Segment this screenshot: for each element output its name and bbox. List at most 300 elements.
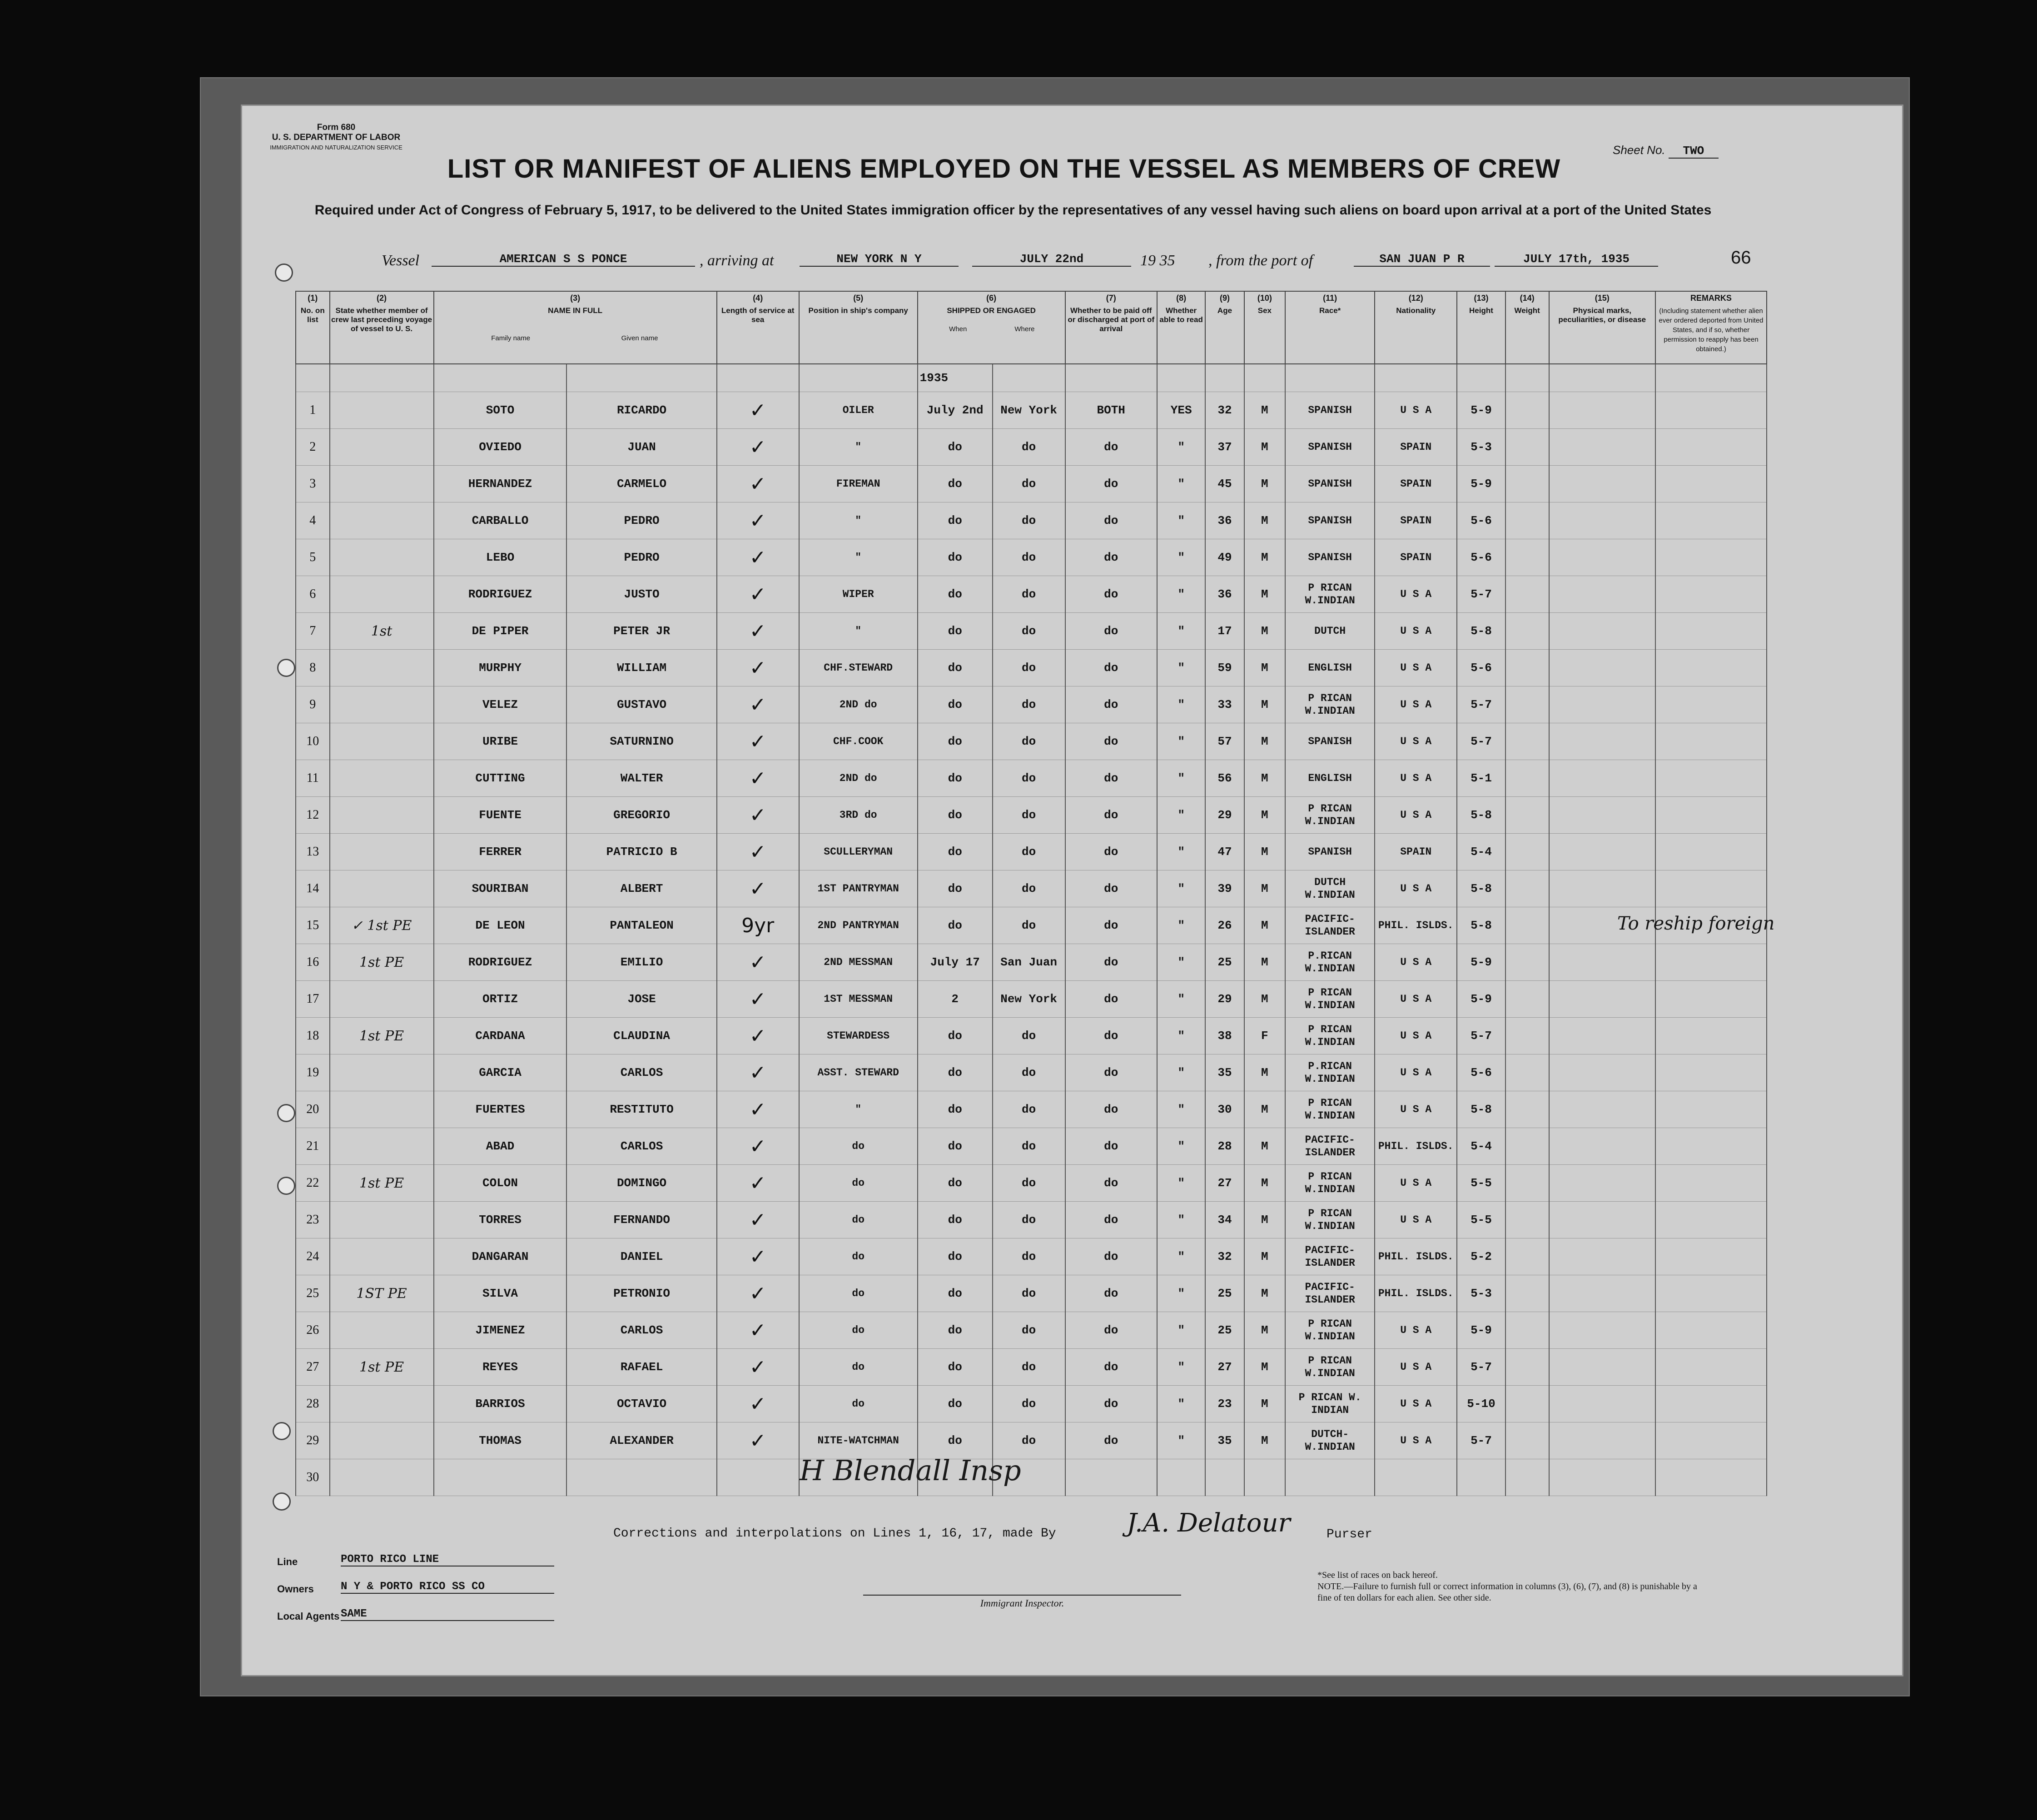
given-name-cell: JOSE (566, 981, 716, 1018)
service-cell: 9yr (717, 907, 799, 944)
shipped-when-cell: do (918, 502, 993, 539)
position-cell: WIPER (799, 576, 918, 613)
line-field (277, 1553, 439, 1568)
shipped-when-cell: do (918, 1018, 993, 1054)
nationality-cell: U S A (1375, 1386, 1457, 1422)
shipped-when-cell: do (918, 834, 993, 870)
nationality-cell: U S A (1375, 1054, 1457, 1091)
line-number: 29 (296, 1422, 330, 1459)
sex-cell: M (1244, 466, 1286, 502)
shipped-where-cell: do (993, 1091, 1065, 1128)
shipped-when-cell: do (918, 466, 993, 502)
nationality-cell: U S A (1375, 1312, 1457, 1349)
col-header-read: (8) Whether able to read (1157, 291, 1206, 364)
race-cell: PACIFIC- ISLANDER (1285, 907, 1375, 944)
remarks-cell (1655, 1459, 1767, 1496)
remarks-cell (1655, 650, 1767, 686)
binder-hole (275, 264, 293, 282)
given-name-cell: ALEXANDER (566, 1422, 716, 1459)
paid-off-cell: do (1065, 502, 1157, 539)
nationality-cell: U S A (1375, 1091, 1457, 1128)
col-header-physical-marks: (15) Physical marks, peculiarities, or disease (1549, 291, 1655, 364)
crew-row (296, 870, 1767, 907)
crew-row (296, 429, 1767, 466)
physical-marks-cell (1549, 760, 1655, 797)
position-cell: SCULLERYMAN (799, 834, 918, 870)
age-cell: 27 (1205, 1165, 1244, 1202)
service-cell: ✓ (717, 613, 799, 650)
race-cell: P RICAN W. INDIAN (1285, 1386, 1375, 1422)
shipped-where-cell: do (993, 1312, 1065, 1349)
line-number: 10 (296, 723, 330, 760)
remarks-cell (1655, 1128, 1767, 1165)
remarks-cell (1655, 1202, 1767, 1238)
position-cell: CHF.STEWARD (799, 650, 918, 686)
weight-cell (1505, 870, 1549, 907)
shipped-where-cell: do (993, 650, 1065, 686)
nationality-cell: PHIL. ISLDS. (1375, 1275, 1457, 1312)
shipped-when-cell: do (918, 760, 993, 797)
line-number: 8 (296, 650, 330, 686)
owners-value: N Y & PORTO RICO SS CO (341, 1581, 554, 1594)
physical-marks-cell (1549, 1054, 1655, 1091)
col-header-no: (1) No. on list (296, 291, 330, 364)
shipped-where-cell: do (993, 1202, 1065, 1238)
nationality-cell: SPAIN (1375, 539, 1457, 576)
departure-port: SAN JUAN P R (1354, 252, 1490, 267)
line-number: 19 (296, 1054, 330, 1091)
last-voyage-cell (330, 466, 434, 502)
physical-marks-cell (1549, 576, 1655, 613)
col-header-last-voyage: (2) State whether member of crew last preceding voyage of vessel to U. S. (330, 291, 434, 364)
col-header-service: (4) Length of service at sea (717, 291, 799, 364)
nationality-cell: U S A (1375, 870, 1457, 907)
given-name-cell: CARLOS (566, 1312, 716, 1349)
height-cell: 5-8 (1457, 907, 1505, 944)
col-header-sex: (10) Sex (1244, 291, 1286, 364)
shipped-when-cell: do (918, 1422, 993, 1459)
shipped-when-cell: do (918, 1238, 993, 1275)
physical-marks-cell (1549, 392, 1655, 429)
age-cell: 32 (1205, 392, 1244, 429)
remarks-cell (1655, 797, 1767, 834)
paid-off-cell: do (1065, 981, 1157, 1018)
position-cell: OILER (799, 392, 918, 429)
crew-row (296, 650, 1767, 686)
remarks-cell (1655, 760, 1767, 797)
shipped-when-cell: do (918, 1128, 993, 1165)
line-number: 25 (296, 1275, 330, 1312)
position-cell: " (799, 1091, 918, 1128)
paid-off-cell: do (1065, 650, 1157, 686)
col-header-name: (3) NAME IN FULL Family name Given name (434, 291, 717, 364)
shipped-when-cell: do (918, 1202, 993, 1238)
sex-cell: M (1244, 760, 1286, 797)
weight-cell (1505, 1312, 1549, 1349)
service-cell (717, 1459, 799, 1496)
able-to-read-cell: " (1157, 1128, 1206, 1165)
shipped-when-cell: do (918, 1054, 993, 1091)
race-cell: P RICAN W.INDIAN (1285, 981, 1375, 1018)
binder-hole (277, 1104, 295, 1122)
given-name-cell: GREGORIO (566, 797, 716, 834)
col-header-race: (11) Race* (1285, 291, 1375, 364)
page-subtitle: Required under Act of Congress of February 5, 1917, to be delivered to the United States immigration officer by the representatives of any vessel having such aliens on board upon arrival at a port of the United States (314, 203, 1712, 218)
physical-marks-cell (1549, 1459, 1655, 1496)
last-voyage-cell (330, 1091, 434, 1128)
paid-off-cell: do (1065, 944, 1157, 981)
nationality-cell: U S A (1375, 760, 1457, 797)
header-row (296, 291, 1767, 364)
crew-row (296, 1349, 1767, 1386)
shipped-when-cell: do (918, 870, 993, 907)
remarks-cell (1655, 1018, 1767, 1054)
service-cell: ✓ (717, 1018, 799, 1054)
remarks-cell (1655, 1091, 1767, 1128)
paid-off-cell: do (1065, 797, 1157, 834)
crew-row (296, 760, 1767, 797)
line-number: 3 (296, 466, 330, 502)
col-header-family-name: Family name (491, 334, 531, 342)
nationality-cell: SPAIN (1375, 466, 1457, 502)
line-number: 28 (296, 1386, 330, 1422)
given-name-cell: CARLOS (566, 1128, 716, 1165)
age-cell: 37 (1205, 429, 1244, 466)
height-cell: 5-9 (1457, 981, 1505, 1018)
position-cell: " (799, 613, 918, 650)
sex-cell: M (1244, 1349, 1286, 1386)
col-header-weight: (14) Weight (1505, 291, 1549, 364)
physical-marks-cell (1549, 870, 1655, 907)
given-name-cell: RICARDO (566, 392, 716, 429)
paid-off-cell: do (1065, 1422, 1157, 1459)
family-name-cell: FUENTE (434, 797, 567, 834)
physical-marks-cell (1549, 1165, 1655, 1202)
height-cell: 5-9 (1457, 392, 1505, 429)
physical-marks-cell (1549, 1349, 1655, 1386)
able-to-read-cell: " (1157, 760, 1206, 797)
race-cell: P RICAN W.INDIAN (1285, 1018, 1375, 1054)
line-number: 21 (296, 1128, 330, 1165)
physical-marks-cell (1549, 1422, 1655, 1459)
paid-off-cell: do (1065, 1165, 1157, 1202)
form-identifier (254, 123, 418, 153)
family-name-cell: SOTO (434, 392, 567, 429)
weight-cell (1505, 907, 1549, 944)
family-name-cell: LEBO (434, 539, 567, 576)
col-header-given-name: Given name (621, 334, 658, 342)
crew-row (296, 834, 1767, 870)
sex-cell: M (1244, 1091, 1286, 1128)
shipped-where-cell: San Juan (993, 944, 1065, 981)
last-voyage-cell (330, 1422, 434, 1459)
race-cell: P.RICAN W.INDIAN (1285, 1054, 1375, 1091)
service-cell: ✓ (717, 1091, 799, 1128)
sex-cell: M (1244, 650, 1286, 686)
line-number: 22 (296, 1165, 330, 1202)
page-number: 66 (1731, 248, 1751, 268)
able-to-read-cell: " (1157, 870, 1206, 907)
line-number: 18 (296, 1018, 330, 1054)
service-cell: ✓ (717, 1275, 799, 1312)
sex-cell: M (1244, 944, 1286, 981)
given-name-cell: RAFAEL (566, 1349, 716, 1386)
age-cell: 47 (1205, 834, 1244, 870)
nationality-cell: PHIL. ISLDS. (1375, 907, 1457, 944)
crew-row (296, 944, 1767, 981)
given-name-cell: CARMELO (566, 466, 716, 502)
purser-label: Purser (1327, 1527, 1372, 1542)
age-cell: 29 (1205, 797, 1244, 834)
nationality-cell: SPAIN (1375, 429, 1457, 466)
paid-off-cell: do (1065, 576, 1157, 613)
remarks-cell (1655, 1238, 1767, 1275)
crew-row (296, 1386, 1767, 1422)
line-number: 14 (296, 870, 330, 907)
family-name-cell: SILVA (434, 1275, 567, 1312)
remarks-cell (1655, 723, 1767, 760)
shipped-where-cell: do (993, 686, 1065, 723)
height-cell: 5-6 (1457, 650, 1505, 686)
shipped-when-cell: do (918, 650, 993, 686)
last-voyage-cell (330, 797, 434, 834)
shipped-when-cell: do (918, 1312, 993, 1349)
race-cell: SPANISH (1285, 429, 1375, 466)
weight-cell (1505, 760, 1549, 797)
service-cell: ✓ (717, 981, 799, 1018)
line-value: PORTO RICO LINE (341, 1553, 554, 1566)
able-to-read-cell: " (1157, 576, 1206, 613)
shipped-where-cell: do (993, 1018, 1065, 1054)
last-voyage-cell (330, 539, 434, 576)
line-number: 9 (296, 686, 330, 723)
weight-cell (1505, 1091, 1549, 1128)
height-cell: 5-4 (1457, 1128, 1505, 1165)
age-cell: 26 (1205, 907, 1244, 944)
family-name-cell: FUERTES (434, 1091, 567, 1128)
arriving-label: , arriving at (700, 252, 774, 269)
family-name-cell: FERRER (434, 834, 567, 870)
service-cell: ✓ (717, 1422, 799, 1459)
weight-cell (1505, 686, 1549, 723)
service-cell: ✓ (717, 723, 799, 760)
shipped-when-cell: 2 (918, 981, 993, 1018)
shipped-where-cell: do (993, 760, 1065, 797)
family-name-cell: HERNANDEZ (434, 466, 567, 502)
nationality-cell: U S A (1375, 1202, 1457, 1238)
line-number: 12 (296, 797, 330, 834)
height-cell: 5-9 (1457, 466, 1505, 502)
shipped-where-cell: do (993, 613, 1065, 650)
given-name-cell: PATRICIO B (566, 834, 716, 870)
paid-off-cell: do (1065, 1238, 1157, 1275)
given-name-cell: PETRONIO (566, 1275, 716, 1312)
family-name-cell: OVIEDO (434, 429, 567, 466)
crew-row (296, 1018, 1767, 1054)
height-cell: 5-8 (1457, 613, 1505, 650)
line-number: 11 (296, 760, 330, 797)
age-cell: 28 (1205, 1128, 1244, 1165)
line-number: 7 (296, 613, 330, 650)
nationality-cell: U S A (1375, 1018, 1457, 1054)
given-name-cell: SATURNINO (566, 723, 716, 760)
able-to-read-cell (1157, 1459, 1206, 1496)
able-to-read-cell: " (1157, 1275, 1206, 1312)
sex-cell: M (1244, 539, 1286, 576)
family-name-cell: RODRIGUEZ (434, 944, 567, 981)
weight-cell (1505, 466, 1549, 502)
age-cell (1205, 1459, 1244, 1496)
sex-cell: M (1244, 870, 1286, 907)
family-name-cell: URIBE (434, 723, 567, 760)
year-row (296, 364, 1767, 392)
shipped-when-cell: do (918, 576, 993, 613)
paid-off-cell: do (1065, 539, 1157, 576)
weight-cell (1505, 944, 1549, 981)
able-to-read-cell: " (1157, 1312, 1206, 1349)
shipped-where-cell: do (993, 1128, 1065, 1165)
line-number: 23 (296, 1202, 330, 1238)
able-to-read-cell: " (1157, 613, 1206, 650)
crew-row (296, 1165, 1767, 1202)
race-cell: SPANISH (1285, 466, 1375, 502)
col-header-nationality: (12) Nationality (1375, 291, 1457, 364)
position-cell: 1ST MESSMAN (799, 981, 918, 1018)
race-cell (1285, 1459, 1375, 1496)
remarks-cell (1655, 466, 1767, 502)
weight-cell (1505, 1386, 1549, 1422)
crew-row (296, 1459, 1767, 1496)
able-to-read-cell: " (1157, 1165, 1206, 1202)
last-voyage-cell (330, 429, 434, 466)
sex-cell: M (1244, 981, 1286, 1018)
crew-row (296, 539, 1767, 576)
sex-cell: F (1244, 1018, 1286, 1054)
age-cell: 35 (1205, 1054, 1244, 1091)
given-name-cell: DOMINGO (566, 1165, 716, 1202)
last-voyage-cell (330, 1386, 434, 1422)
able-to-read-cell: " (1157, 539, 1206, 576)
crew-row (296, 502, 1767, 539)
last-voyage-cell: 1ST PE (330, 1275, 434, 1312)
height-cell: 5-9 (1457, 944, 1505, 981)
col-header-height: (13) Height (1457, 291, 1505, 364)
race-cell: P.RICAN W.INDIAN (1285, 944, 1375, 981)
age-cell: 32 (1205, 1238, 1244, 1275)
position-cell: do (799, 1275, 918, 1312)
height-cell: 5-1 (1457, 760, 1505, 797)
age-cell: 23 (1205, 1386, 1244, 1422)
nationality-cell (1375, 1459, 1457, 1496)
remarks-cell (1655, 1422, 1767, 1459)
sex-cell: M (1244, 797, 1286, 834)
given-name-cell: CARLOS (566, 1054, 716, 1091)
crew-row (296, 1312, 1767, 1349)
height-cell: 5-10 (1457, 1386, 1505, 1422)
height-cell: 5-5 (1457, 1165, 1505, 1202)
crew-row (296, 797, 1767, 834)
position-cell: 2ND PANTRYMAN (799, 907, 918, 944)
last-voyage-cell: 1st PE (330, 1349, 434, 1386)
service-cell: ✓ (717, 466, 799, 502)
last-voyage-cell (330, 1312, 434, 1349)
nationality-cell: U S A (1375, 392, 1457, 429)
position-cell: STEWARDESS (799, 1018, 918, 1054)
family-name-cell: GARCIA (434, 1054, 567, 1091)
weight-cell (1505, 502, 1549, 539)
paid-off-cell: do (1065, 1275, 1157, 1312)
age-cell: 25 (1205, 1275, 1244, 1312)
remarks-handwriting: To reship foreign (1617, 913, 1775, 934)
paid-off-cell: do (1065, 870, 1157, 907)
penalty-note: NOTE.—Failure to furnish full or correct information in columns (3), (6), (7), and (8) is punishable by a fine of ten dollars for each alien. See other side. (1317, 1581, 1697, 1603)
crew-row (296, 1202, 1767, 1238)
weight-cell (1505, 1054, 1549, 1091)
shipped-where-cell: do (993, 1165, 1065, 1202)
given-name-cell: PEDRO (566, 502, 716, 539)
nationality-cell: U S A (1375, 613, 1457, 650)
line-number: 5 (296, 539, 330, 576)
binder-hole (273, 1492, 291, 1511)
able-to-read-cell: " (1157, 429, 1206, 466)
sex-cell (1244, 1459, 1286, 1496)
position-cell: do (799, 1238, 918, 1275)
sex-cell: M (1244, 1202, 1286, 1238)
age-cell: 27 (1205, 1349, 1244, 1386)
inspector-line: Immigrant Inspector. (863, 1595, 1181, 1609)
family-name-cell: JIMENEZ (434, 1312, 567, 1349)
age-cell: 35 (1205, 1422, 1244, 1459)
last-voyage-cell (330, 392, 434, 429)
weight-cell (1505, 981, 1549, 1018)
shipped-when-cell: do (918, 723, 993, 760)
height-cell: 5-8 (1457, 870, 1505, 907)
last-voyage-cell (330, 834, 434, 870)
line-number: 17 (296, 981, 330, 1018)
last-voyage-cell (330, 760, 434, 797)
sex-cell: M (1244, 1312, 1286, 1349)
last-voyage-cell: 1st (330, 613, 434, 650)
service-cell: ✓ (717, 539, 799, 576)
last-voyage-cell: ✓ 1st PE (330, 907, 434, 944)
height-cell: 5-7 (1457, 1018, 1505, 1054)
corrections-note: Corrections and interpolations on Lines 1, 16, 17, made By (613, 1527, 1056, 1541)
shipped-where-cell: do (993, 797, 1065, 834)
race-cell: SPANISH (1285, 723, 1375, 760)
physical-marks-cell (1549, 981, 1655, 1018)
race-cell: SPANISH (1285, 502, 1375, 539)
service-cell: ✓ (717, 502, 799, 539)
sex-cell: M (1244, 1054, 1286, 1091)
family-name-cell: CUTTING (434, 760, 567, 797)
service-cell: ✓ (717, 1054, 799, 1091)
weight-cell (1505, 834, 1549, 870)
height-cell: 5-3 (1457, 1275, 1505, 1312)
shipped-where-cell: do (993, 429, 1065, 466)
col-header-remarks: REMARKS (Including statement whether alien ever ordered deported from United States, and if so, whether permission to reapply has been obtained.) (1655, 291, 1767, 364)
departure-date: JULY 17th, 1935 (1495, 252, 1658, 267)
physical-marks-cell (1549, 502, 1655, 539)
line-number: 15 (296, 907, 330, 944)
shipped-where-cell: do (993, 1275, 1065, 1312)
position-cell: " (799, 539, 918, 576)
crew-row (296, 723, 1767, 760)
col-header-where: Where (1014, 325, 1035, 333)
shipped-where-cell: do (993, 1238, 1065, 1275)
service-cell: ✓ (717, 1386, 799, 1422)
service-cell: ✓ (717, 834, 799, 870)
last-voyage-cell (330, 686, 434, 723)
